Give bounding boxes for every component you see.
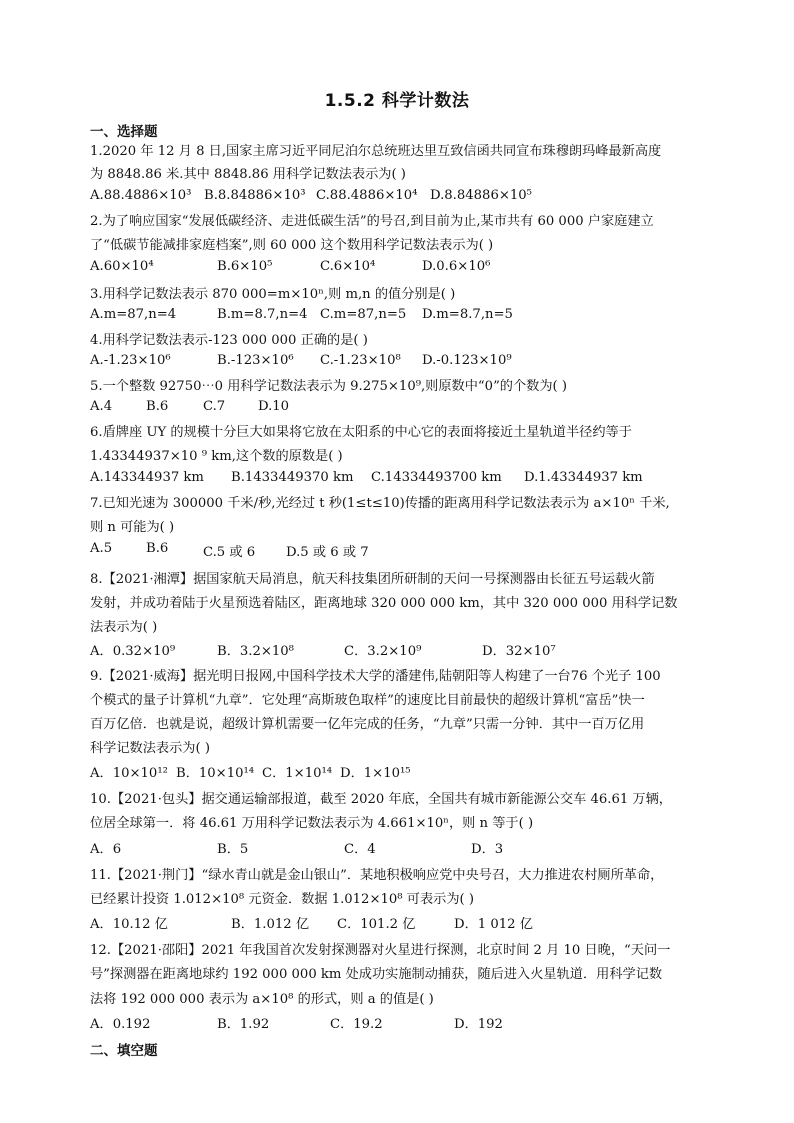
section-heading-fill: 二、填空题 [90,1043,158,1059]
question-10-line-1: 10.【2021·包头】据交通运输部报道，截至 2020 年底，全国共有城市新能源公交车 46.61 万辆， [90,792,672,807]
question-6-line-2: 1.43344937×10 ⁹ km,这个数的原数是( ) [90,449,343,464]
option-a: A.88.4886×10³ [90,188,192,203]
option-b: B.6 [146,399,169,414]
question-9-line-2: 个模式的量子计算机“九章”．它处理“高斯玻色取样”的速度比目前最快的超级计算机“富岳”快一 [90,693,645,708]
question-1-line-1: 1.2020 年 12 月 8 日,国家主席习近平同尼泊尔总统班达里互致信函共同宣布珠穆朗玛峰最新高度 [90,144,662,159]
option-c: C．101.2 亿 [337,917,416,932]
question-6-line-1: 6.盾牌座 UY 的规模十分巨大如果将它放在太阳系的中心它的表面将接近土星轨道半径约等于 [90,425,632,440]
option-a: A．6 [90,842,122,857]
question-11-line-2: 已经累计投资 1.012×10⁸ 元资金．数据 1.012×10⁸ 可表示为( ) [90,892,474,907]
option-d: D.0.6×10⁶ [422,259,491,274]
option-d: D.1.43344937 km [524,470,643,485]
option-c: C.6×10⁴ [320,259,376,274]
option-a: A.5 [90,541,113,556]
option-a: A．10×10¹² [90,766,168,781]
question-11-line-1: 11.【2021·荆门】“绿水青山就是金山银山”．某地积极响应党中央号召，大力推进农村厕所革命， [90,868,664,883]
question-7-line-1: 7.已知光速为 300000 千米/秒,光经过 t 秒(1≤t≤10)传播的距离用科学记数法表示为 a×10ⁿ 千米, [90,496,670,511]
question-8-line-1: 8.【2021·湘潭】据国家航天局消息，航天科技集团所研制的天问一号探测器由长征五号运载火箭 [90,572,655,587]
option-d: D．3 [471,842,504,857]
option-b: B.8.84886×10³ [204,188,306,203]
option-b: B.6 [146,541,169,556]
option-c: C.m=87,n=5 [320,307,407,322]
option-c: C.88.4886×10⁴ [316,188,418,203]
question-9-line-1: 9.【2021·威海】据光明日报网,中国科学技术大学的潘建伟,陆朝阳等人构建了一台76 个光子 100 [90,669,661,684]
option-d: D.5 或 6 或 7 [286,545,369,560]
option-a: A．0.32×10⁹ [90,644,176,659]
option-a: A.m=87,n=4 [90,307,177,322]
question-12-line-1: 12.【2021·邵阳】2021 年我国首次发射探测器对火星进行探测，北京时间 2 月 10 日晚，“天问一 [90,943,671,958]
question-1-line-2: 为 8848.86 米.其中 8848.86 用科学记数法表示为( ) [90,167,406,182]
option-d: D．1×10¹⁵ [340,766,411,781]
option-b: B．1.012 亿 [231,917,310,932]
page-title: 1.5.2 科学计数法 [324,91,470,111]
option-b: B．5 [217,842,249,857]
option-c: C．1×10¹⁴ [262,766,333,781]
option-a: A.143344937 km [90,470,204,485]
option-b: B.m=8.7,n=4 [217,307,308,322]
option-a: A．10.12 亿 [90,917,168,932]
option-b: B.1433449370 km [231,470,354,485]
option-d: D．1 012 亿 [454,917,533,932]
option-b: B．10×10¹⁴ [176,766,255,781]
option-c: C．3.2×10⁹ [344,644,422,659]
question-3-line-1: 3.用科学记数法表示 870 000=m×10ⁿ,则 m,n 的值分别是( ) [90,287,456,302]
option-c: C.14334493700 km [371,470,502,485]
question-8-line-3: 法表示为( ) [90,620,158,635]
option-d: D.-0.123×10⁹ [422,353,512,368]
option-c: C.7 [203,399,226,414]
option-a: A．0.192 [90,1017,151,1032]
question-9-line-4: 科学记数法表示为( ) [90,741,210,756]
option-c: C．4 [344,842,376,857]
question-2-line-1: 2.为了响应国家“发展低碳经济、走进低碳生活”的号召,到目前为止,某市共有 60 000 户家庭建立 [90,214,654,229]
option-b: B．1.92 [217,1017,270,1032]
option-b: B.-123×10⁶ [217,353,294,368]
question-10-line-2: 位居全球第一．将 46.61 万用科学记数法表示为 4.661×10ⁿ，则 n 等于( ) [90,816,534,831]
option-a: A.4 [90,399,113,414]
option-b: B.6×10⁵ [217,259,273,274]
option-a: A.-1.23×10⁶ [90,353,171,368]
option-d: D．32×10⁷ [482,644,556,659]
option-d: D.10 [258,399,290,414]
question-8-line-2: 发射，并成功着陆于火星预选着陆区，距离地球 320 000 000 km，其中 320 000 000 用科学记数 [90,596,678,611]
option-b: B．3.2×10⁸ [217,644,294,659]
question-12-line-2: 号”探测器在距离地球约 192 000 000 km 处成功实施制动捕获，随后进入火星轨道．用科学记数 [90,967,663,982]
question-5-line-1: 5.一个整数 92750⋯0 用科学记数法表示为 9.275×10⁹,则原数中“0”的个数为( ) [90,379,568,394]
question-4-line-1: 4.用科学记数法表示-123 000 000 正确的是( ) [90,333,368,348]
option-c: C．19.2 [330,1017,383,1032]
question-9-line-3: 百万亿倍．也就是说，超级计算机需要一亿年完成的任务，“九章”只需一分钟．其中一百万亿用 [90,717,645,732]
option-d: D.8.84886×10⁵ [430,188,532,203]
section-heading-choice: 一、选择题 [90,124,158,140]
option-c: C.5 或 6 [203,545,256,560]
option-d: D．192 [454,1017,503,1032]
question-7-line-2: 则 n 可能为( ) [90,520,175,535]
option-d: D.m=8.7,n=5 [422,307,513,322]
option-c: C.-1.23×10⁸ [320,353,401,368]
question-2-line-2: 了“低碳节能减排家庭档案”,则 60 000 这个数用科学记数法表示为( ) [90,238,494,253]
question-12-line-3: 法将 192 000 000 表示为 a×10⁸ 的形式，则 a 的值是( ) [90,992,434,1007]
option-a: A.60×10⁴ [90,259,154,274]
